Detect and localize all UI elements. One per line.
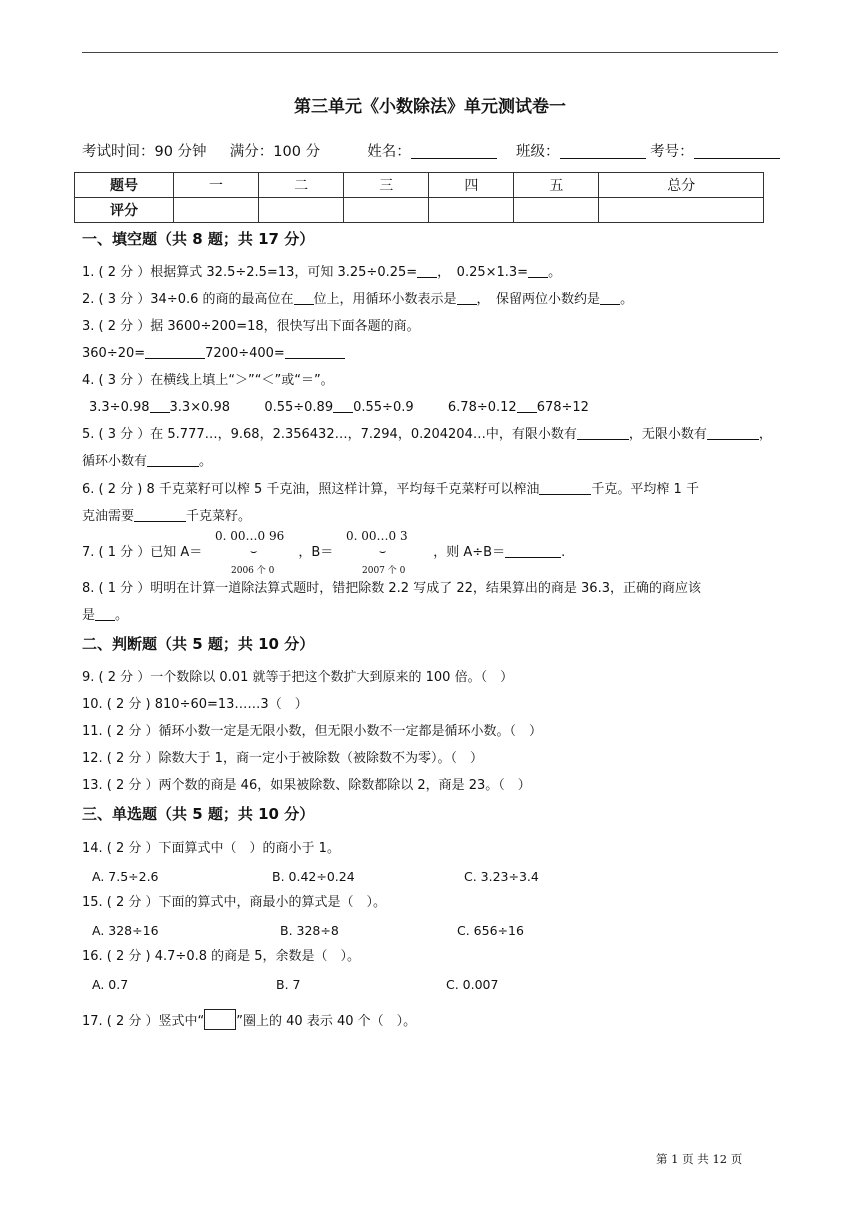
q6-text-a: 6. ( 2 分 ) 8 千克菜籽可以榨 5 千克油，照这样计算，平均每千克菜籽可以榨油 [82,482,540,497]
score-col-2: 二 [259,173,344,198]
q17-text-b: ”圈上的 40 表示 40 个（ ）。 [236,1014,417,1029]
q6-blank-1[interactable] [539,481,591,495]
question-15: 15. ( 2 分 ）下面的算式中，商最小的算式是（ ）。 [82,895,387,910]
q7-b-count: 2007 个 0 [362,566,406,576]
q6-text-c: 克油需要 [82,509,135,524]
score-cell-5[interactable] [514,198,599,223]
q4-c-left: 6.78÷0.12 [447,400,517,415]
q2-blank-1[interactable] [294,291,314,305]
q1-text-a: 1. ( 2 分 ）根据算式 32.5÷2.5=13，可知 3.25÷0.25= [82,265,418,280]
question-4-items [89,395,785,421]
q4-blank-a[interactable] [150,399,170,413]
q8-text-c: 。 [115,608,129,623]
score-cell-1[interactable] [174,198,259,223]
q7-b-digits: 0. 00…0 3 [346,529,408,543]
q15-option-b[interactable]: B. 328÷8 [280,923,339,938]
number-blank[interactable] [694,144,780,159]
question-2 [82,287,778,313]
score-col-5: 五 [514,173,599,198]
score-table-header-row [75,173,764,198]
q7-b-brace: ⌣ [379,545,387,558]
q5-text-c: ， [758,427,772,442]
q7-a-digits: 0. 00…0 96 [215,529,285,543]
q5-blank-1[interactable] [577,426,629,440]
name-blank[interactable] [411,144,497,159]
question-4: 4. ( 3 分 ）在横线上填上“＞”“＜”或“＝”。 [82,373,334,388]
question-10: 10. ( 2 分 ) 810÷60=13……3（ ） [82,697,308,712]
question-8-line2 [82,603,778,629]
question-8: 8. ( 1 分 ）明明在计算一道除法算式题时，错把除数 2.2 写成了 22，结果算出的商是 36.3，正确的商应该 [82,581,701,596]
q8-text-b: 是 [82,608,96,623]
score-cell-3[interactable] [344,198,429,223]
exam-time: 考试时间：90 分钟 [82,144,207,160]
question-3: 3. ( 2 分 ）据 3600÷200=18，很快写出下面各题的商。 [82,319,420,334]
q1-text-b: ， 0.25×1.3= [437,265,529,280]
q4-b-right: 0.55÷0.9 [353,400,414,415]
q2-blank-2[interactable] [457,291,477,305]
q7-value-b [346,529,408,543]
q3-blank-1[interactable] [145,345,205,359]
question-6-line2 [82,504,778,530]
score-table-header-label: 题号 [75,173,174,198]
q16-option-b[interactable]: B. 7 [276,977,301,992]
question-17 [82,1009,778,1035]
q4-blank-b[interactable] [333,399,353,413]
score-table [74,172,764,223]
q5-blank-2[interactable] [707,426,759,440]
question-5 [82,422,778,448]
question-12: 12. ( 2 分 ）除数大于 1，商一定小于被除数（被除数不为零）。（ ） [82,751,483,766]
class-label: 班级： [516,144,560,160]
q7-text-d: . [561,545,566,560]
q1-blank-1[interactable] [417,264,437,278]
q7-value-a [215,529,284,543]
q2-text-c: ， 保留两位小数约是 [476,292,601,307]
name-label: 姓名： [367,144,411,160]
score-col-1: 一 [174,173,259,198]
score-table-score-row [75,198,764,223]
q14-option-b[interactable]: B. 0.42÷0.24 [272,869,355,884]
page-title: 第三单元《小数除法》单元测试卷一 [294,97,566,117]
q4-a-right: 3.3×0.98 [169,400,231,415]
q2-text-d: 。 [620,292,634,307]
header-rule [82,52,778,53]
q4-a-left: 3.3÷0.98 [89,400,150,415]
page-footer: 第 1 页 共 12 页 [656,1152,743,1166]
question-5-line2 [82,449,778,475]
score-col-4: 四 [429,173,514,198]
q5-text-e: 。 [199,454,213,469]
q3-item-1: 360÷20= [82,346,146,361]
q15-option-a[interactable]: A. 328÷16 [92,923,159,938]
q7-text-a: 7. ( 1 分 ）已知 A＝ [82,545,203,560]
q7-blank[interactable] [505,544,561,558]
q16-option-a[interactable]: A. 0.7 [92,977,129,992]
question-13: 13. ( 2 分 ）两个数的商是 46，如果被除数、除数都除以 2，商是 23。（ ） [82,778,531,793]
q17-text-a: 17. ( 2 分 ）竖式中“ [82,1014,205,1029]
class-blank[interactable] [560,144,646,159]
q6-blank-2[interactable] [134,508,186,522]
q1-blank-2[interactable] [528,264,548,278]
question-14: 14. ( 2 分 ）下面算式中（ ）的商小于 1。 [82,841,340,856]
q14-option-a[interactable]: A. 7.5÷2.6 [92,869,159,884]
q5-blank-3[interactable] [147,453,199,467]
q3-blank-2[interactable] [285,345,345,359]
q7-a-count: 2006 个 0 [231,566,275,576]
question-1 [82,260,778,286]
q16-option-c[interactable]: C. 0.007 [446,977,499,992]
question-16: 16. ( 2 分 ) 4.7÷0.8 的商是 5，余数是（ ）。 [82,949,361,964]
q2-text-b: 位上，用循环小数表示是 [313,292,457,307]
q6-text-d: 千克菜籽。 [186,509,252,524]
q7-a-brace: ⌣ [250,545,258,558]
question-7 [82,540,778,566]
question-6 [82,477,778,503]
q5-text-d: 循环小数有 [82,454,148,469]
q4-b-left: 0.55÷0.89 [264,400,334,415]
exam-info-line [82,140,778,161]
score-row-label: 评分 [75,198,174,223]
q2-blank-3[interactable] [600,291,620,305]
score-cell-4[interactable] [429,198,514,223]
q4-blank-c[interactable] [517,399,537,413]
full-score: 满分：100 分 [229,144,321,160]
question-9: 9. ( 2 分 ）一个数除以 0.01 就等于把这个数扩大到原来的 100 倍。（ ） [82,670,514,685]
q15-option-c[interactable]: C. 656÷16 [457,923,524,938]
section-fill-in-heading: 一、填空题（共 8 题；共 17 分） [82,230,315,248]
q7-text-c: ，则 A÷B＝ [433,545,506,560]
number-label: 考号： [650,144,694,160]
q8-blank[interactable] [95,607,115,621]
q2-text-a: 2. ( 3 分 ）34÷0.6 的商的最高位在 [82,292,294,307]
q5-text-b: ，无限小数有 [628,427,707,442]
score-col-total: 总分 [599,173,764,198]
q7-text-b: ，B＝ [298,545,334,560]
question-11: 11. ( 2 分 ）循环小数一定是无限小数，但无限小数不一定都是循环小数。（ ） [82,724,543,739]
section-judge-heading: 二、判断题（共 5 题；共 10 分） [82,635,315,653]
q3-item-2: 7200÷400= [205,346,285,361]
q14-option-c[interactable]: C. 3.23÷3.4 [464,869,539,884]
q17-box-icon [204,1009,236,1030]
score-cell-2[interactable] [259,198,344,223]
q6-text-b: 千克。平均榨 1 千 [591,482,699,497]
question-3-items [82,341,778,367]
q4-c-right: 678÷12 [536,400,589,415]
section-choice-heading: 三、单选题（共 5 题；共 10 分） [82,805,315,823]
score-cell-total[interactable] [599,198,764,223]
score-col-3: 三 [344,173,429,198]
q5-text-a: 5. ( 3 分 ）在 5.777…，9.68，2.356432…，7.294，0.204204…中，有限小数有 [82,427,577,442]
q1-text-c: 。 [548,265,562,280]
